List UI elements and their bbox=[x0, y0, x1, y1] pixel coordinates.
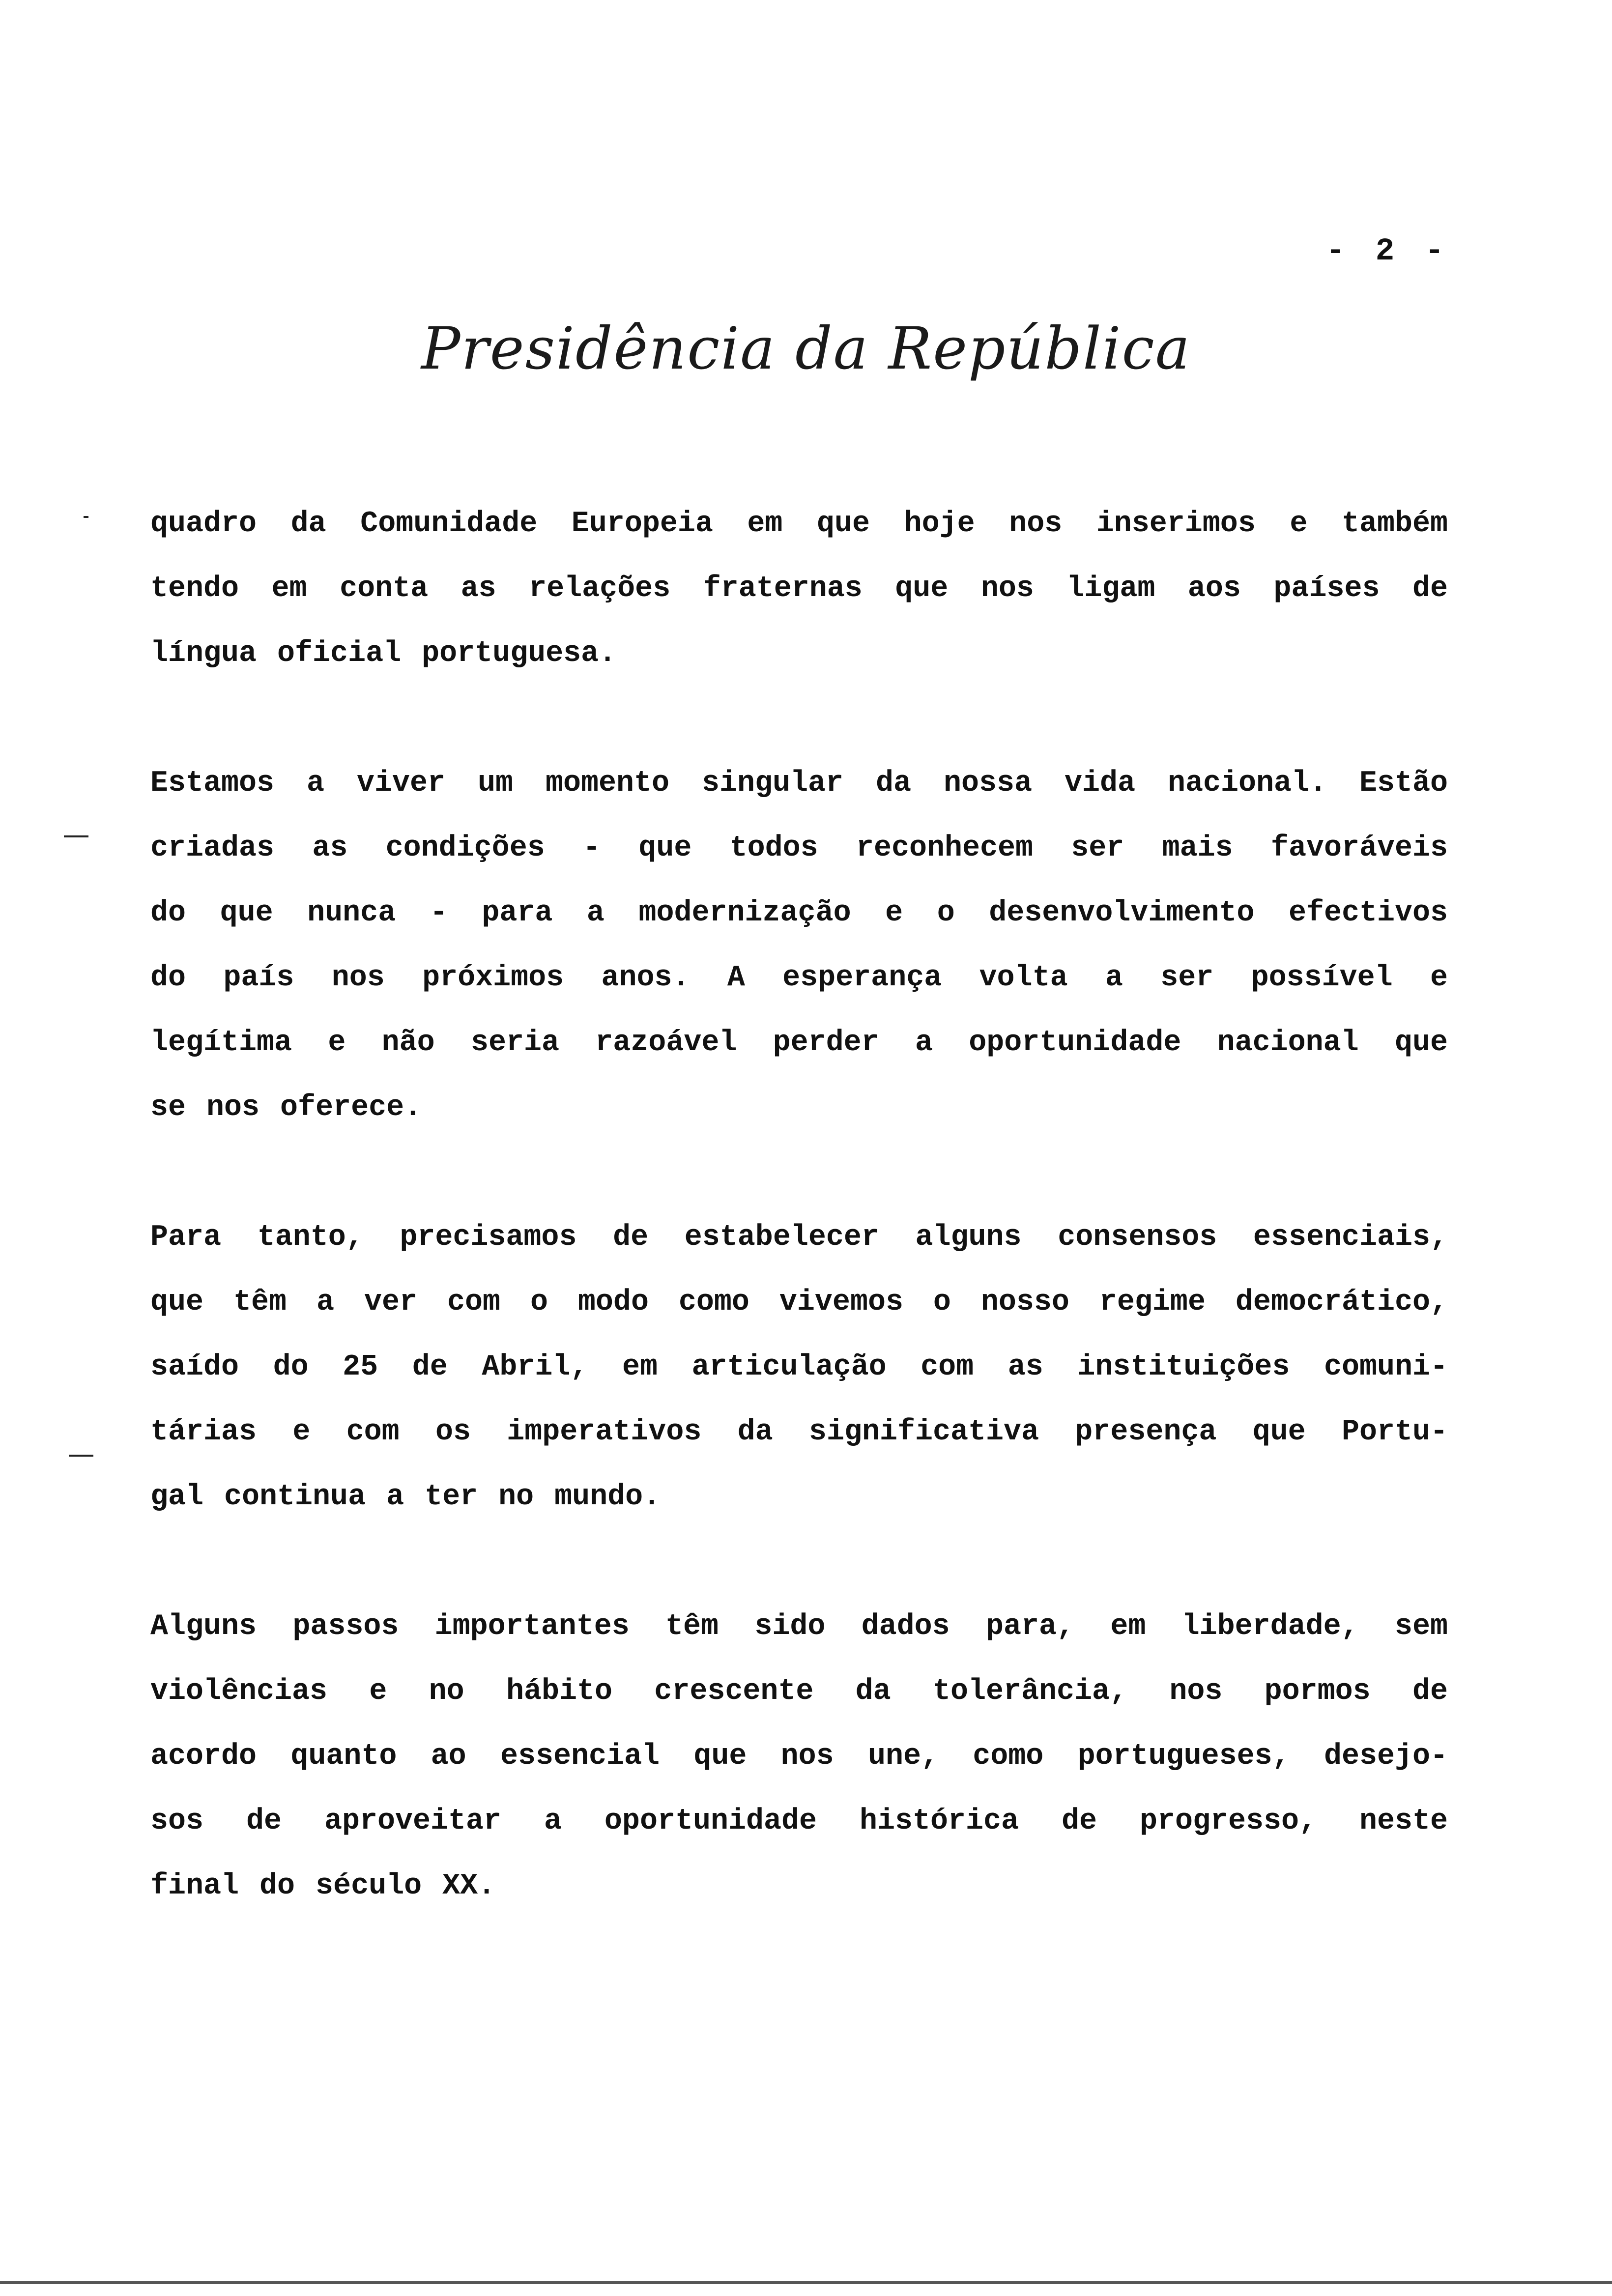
text-line: que têm a ver com o modo como vivemos o nosso regime democrático, bbox=[150, 1286, 1448, 1319]
text-line: final do século XX. bbox=[150, 1869, 496, 1903]
margin-mark bbox=[64, 835, 88, 837]
text-line: tárias e com os imperativos da significativa presença que Portu- bbox=[150, 1415, 1448, 1449]
text-line: saído do 25 de Abril, em articulação com as instituições comuni- bbox=[150, 1350, 1448, 1384]
paragraph-gap bbox=[150, 1529, 1448, 1594]
bottom-rule bbox=[0, 2281, 1612, 2284]
letterhead-title: Presidência da República bbox=[421, 315, 1191, 382]
paragraph bbox=[150, 751, 1448, 1140]
text-line: criadas as condições - que todos reconhecem ser mais favoráveis bbox=[150, 832, 1448, 865]
text-line: Alguns passos importantes têm sido dados para, em liberdade, sem bbox=[150, 1610, 1448, 1643]
page-number: - 2 - bbox=[1325, 234, 1450, 269]
text-line: legítima e não seria razoável perder a oportunidade nacional que bbox=[150, 1026, 1448, 1060]
text-line: do país nos próximos anos. A esperança volta a ser possível e bbox=[150, 961, 1448, 995]
paragraph bbox=[150, 1205, 1448, 1529]
text-line: do que nunca - para a modernização e o desenvolvimento efectivos bbox=[150, 896, 1448, 930]
paragraph bbox=[150, 1594, 1448, 1919]
text-line: violências e no hábito crescente da tolerância, nos pormos de bbox=[150, 1675, 1448, 1708]
text-line: acordo quanto ao essencial que nos une, como portugueses, desejo- bbox=[150, 1740, 1448, 1773]
text-line: se nos oferece. bbox=[150, 1091, 422, 1124]
paragraph-gap bbox=[150, 1140, 1448, 1205]
paragraph-gap bbox=[150, 686, 1448, 751]
text-line: língua oficial portuguesa. bbox=[150, 637, 617, 670]
margin-mark bbox=[69, 1455, 93, 1457]
text-line: tendo em conta as relações fraternas que nos ligam aos países de bbox=[150, 572, 1448, 605]
text-line: Estamos a viver um momento singular da nossa vida nacional. Estão bbox=[150, 767, 1448, 800]
text-line: gal continua a ter no mundo. bbox=[150, 1480, 661, 1514]
text-line: quadro da Comunidade Europeia em que hoje nos inserimos e também bbox=[150, 507, 1448, 541]
margin-mark bbox=[84, 516, 88, 518]
body-text bbox=[150, 491, 1448, 1919]
paragraph bbox=[150, 491, 1448, 686]
text-line: sos de aproveitar a oportunidade histórica de progresso, neste bbox=[150, 1805, 1448, 1838]
text-line: Para tanto, precisamos de estabelecer alguns consensos essenciais, bbox=[150, 1221, 1448, 1254]
